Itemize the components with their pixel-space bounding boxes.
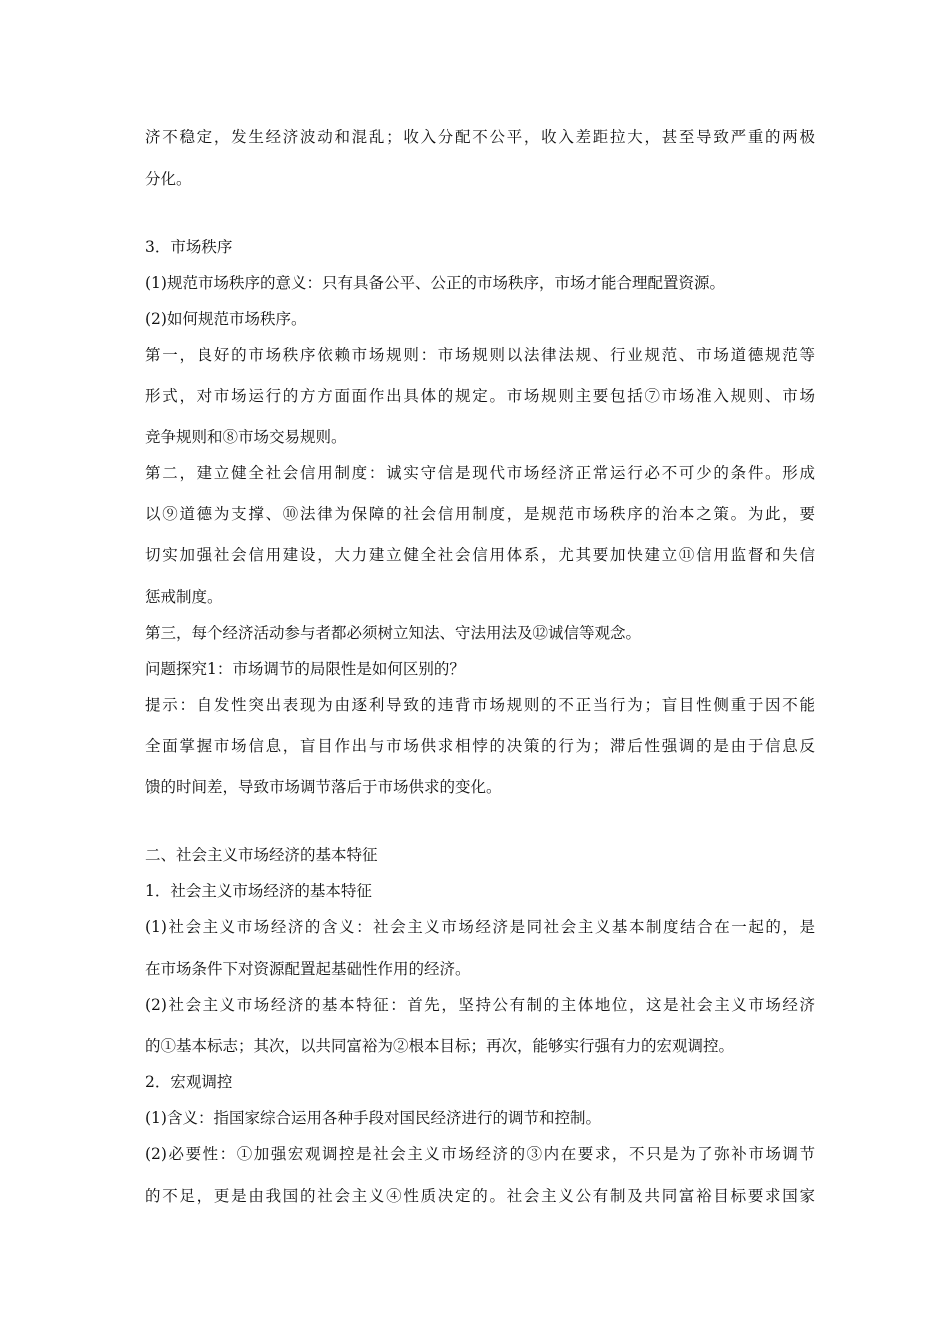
body-text-line: 竞争规则和⑧市场交易规则。 [145,428,347,446]
body-text-line: 的①基本标志；其次，以共同富裕为②根本目标；再次，能够实行强有力的宏观调控。 [145,1037,735,1055]
body-text-line: 的不足，更是由我国的社会主义④性质决定的。社会主义公有制及共同富裕目标要求国家 [145,1187,815,1205]
body-text-line: 惩戒制度。 [145,588,223,606]
body-text-line: 济不稳定，发生经济波动和混乱；收入分配不公平，收入差距拉大，甚至导致严重的两极 [145,128,815,146]
body-text-line: (2)如何规范市场秩序。 [145,310,307,328]
section-heading: 1．社会主义市场经济的基本特征 [145,882,372,900]
body-text-line: 全面掌握市场信息，盲目作出与市场供求相悖的决策的行为；滞后性强调的是由于信息反 [145,737,815,755]
body-text-line: 以⑨道德为支撑、⑩法律为保障的社会信用制度，是规范市场秩序的治本之策。为此，要 [145,505,815,523]
body-text-line: 形式，对市场运行的方方面面作出具体的规定。市场规则主要包括⑦市场准入规则、市场 [145,387,815,405]
body-text-line: 第二，建立健全社会信用制度：诚实守信是现代市场经济正常运行必不可少的条件。形成 [145,464,815,482]
section-heading: 2．宏观调控 [145,1073,233,1091]
section-heading: 二、社会主义市场经济的基本特征 [145,846,378,864]
body-text-line: 在市场条件下对资源配置起基础性作用的经济。 [145,960,471,978]
body-text-line: (2)必要性：①加强宏观调控是社会主义市场经济的③内在要求，不只是为了弥补市场调节 [145,1145,815,1163]
body-text-line: (2)社会主义市场经济的基本特征：首先，坚持公有制的主体地位，这是社会主义市场经济 [145,996,815,1014]
body-text-line: (1)社会主义市场经济的含义：社会主义市场经济是同社会主义基本制度结合在一起的，是 [145,918,815,936]
body-text-line: 切实加强社会信用建设，大力建立健全社会信用体系，尤其要加快建立⑪信用监督和失信 [145,546,815,564]
body-text-line: 分化。 [145,170,192,188]
body-text-line: 第一，良好的市场秩序依赖市场规则：市场规则以法律法规、行业规范、市场道德规范等 [145,346,815,364]
body-text-line: 第三，每个经济活动参与者都必须树立知法、守法用法及⑫诚信等观念。 [145,624,642,642]
section-heading: 3．市场秩序 [145,238,233,256]
body-text-line: (1)规范市场秩序的意义：只有具备公平、公正的市场秩序，市场才能合理配置资源。 [145,274,725,292]
body-text-line: (1)含义：指国家综合运用各种手段对国民经济进行的调节和控制。 [145,1109,601,1127]
body-text-line: 问题探究1：市场调节的局限性是如何区别的？ [145,660,465,678]
body-text-line: 提示：自发性突出表现为由逐利导致的违背市场规则的不正当行为；盲目性侧重于因不能 [145,696,815,714]
body-text-line: 馈的时间差，导致市场调节落后于市场供求的变化。 [145,778,502,796]
